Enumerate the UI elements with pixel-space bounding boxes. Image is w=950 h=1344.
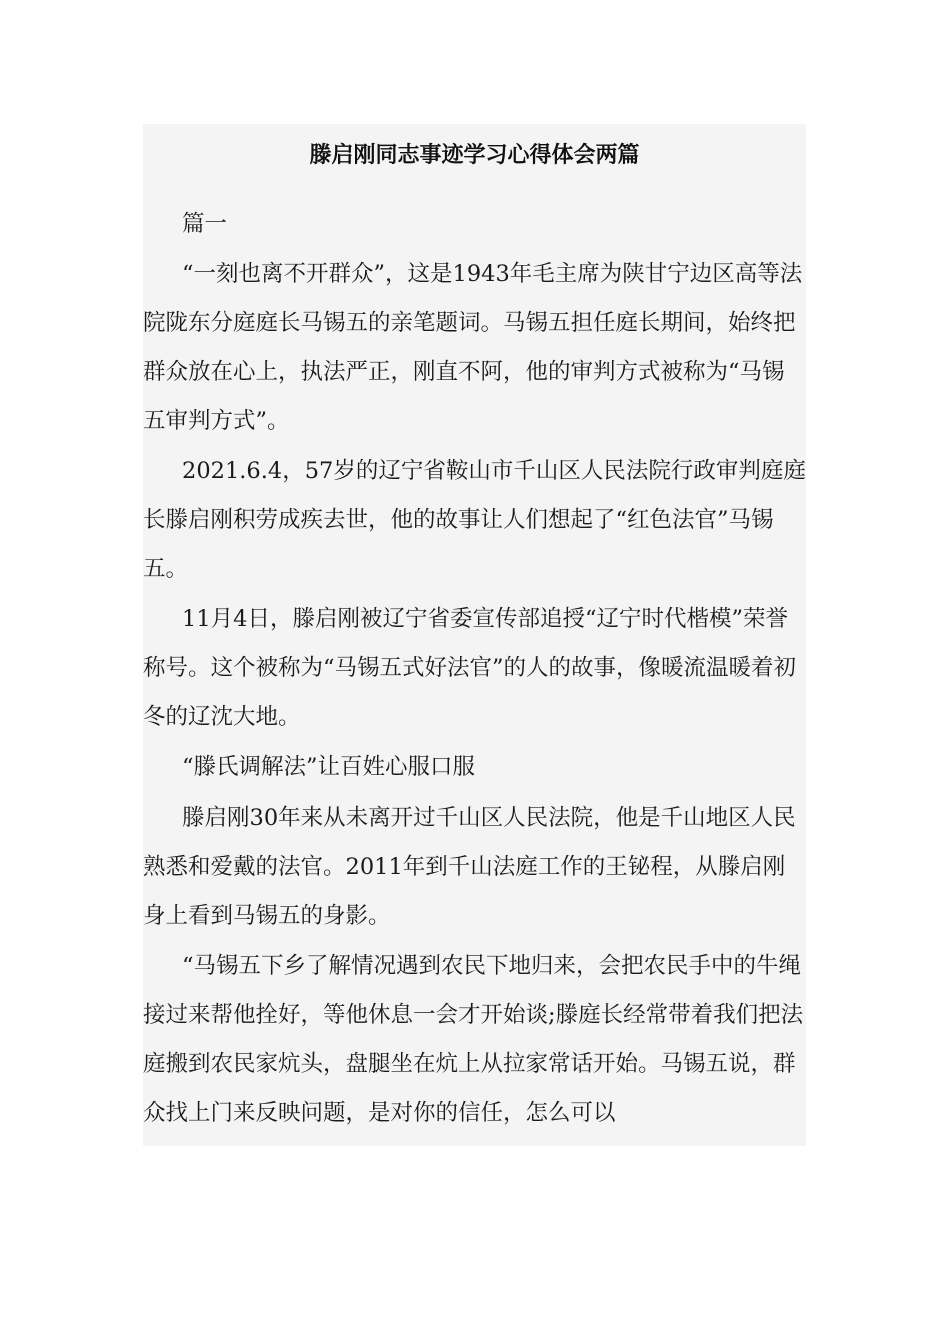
document-title: 滕启刚同志事迹学习心得体会两篇 [309, 143, 640, 168]
document-page [143, 124, 806, 1146]
paragraph: 滕启刚30年来从未离开过千山区人民法院，他是千山地区人民熟悉和爱戴的法官。2011年到千山法庭工作的王铋程，从滕启刚身上看到马锡五的身影。 [143, 805, 796, 929]
paragraph-section-label: 篇一 [182, 211, 228, 237]
paragraph: “一刻也离不开群众”，这是1943年毛主席为陕甘宁边区高等法院陇东分庭庭长马锡五的亲笔题词。马锡五担任庭长期间，始终把群众放在心上，执法严正，刚直不阿，他的审判方式被称为“马锡五审判方式”。 [143, 261, 803, 434]
paragraph-subheading: “滕氏调解法”让百姓心服口服 [182, 754, 476, 780]
paragraph: “马锡五下乡了解情况遇到农民下地归来，会把农民手中的牛绳接过来帮他拴好，等他休息一会才开始谈;滕庭长经常带着我们把法庭搬到农民家炕头，盘腿坐在炕上从拉家常话开始。马锡五说，群众找上门来反映问题，是对你的信任，怎么可以 [143, 953, 804, 1126]
paragraph: 2021.6.4，57岁的辽宁省鞍山市千山区人民法院行政审判庭庭长滕启刚积劳成疾去世，他的故事让人们想起了“红色法官”马锡五。 [143, 458, 806, 582]
paragraph: 11月4日，滕启刚被辽宁省委宣传部追授“辽宁时代楷模”荣誉称号。这个被称为“马锡五式好法官”的人的故事，像暖流温暖着初冬的辽沈大地。 [143, 606, 797, 730]
